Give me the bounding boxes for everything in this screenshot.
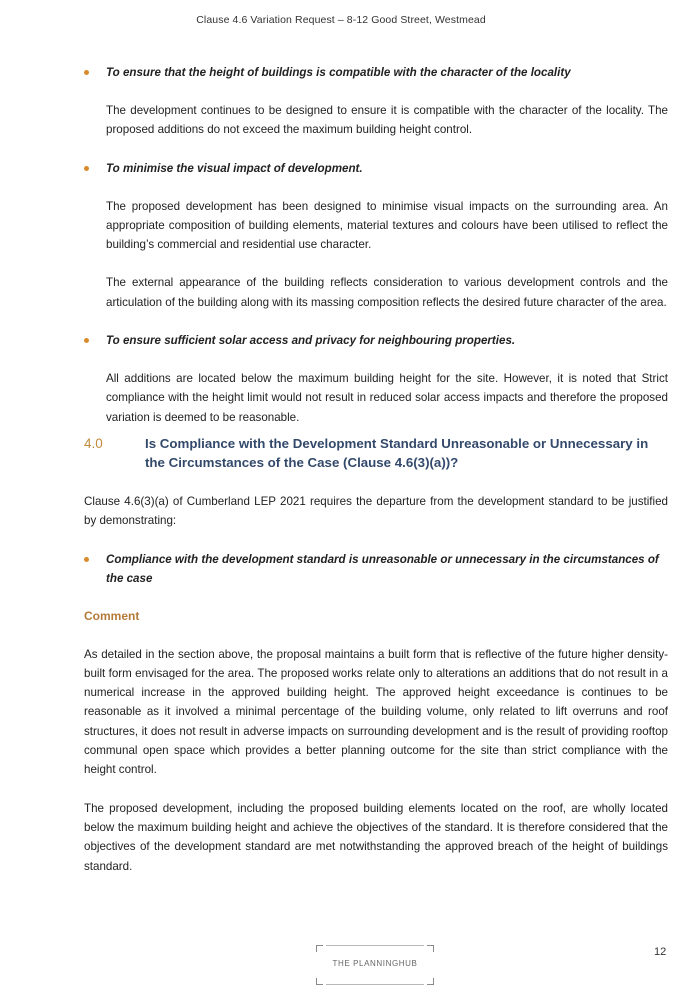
criterion-text: Compliance with the development standard is unreasonable or unnecessary in the circumstances of the case xyxy=(106,552,659,585)
comment-label: Comment xyxy=(84,608,140,623)
objective-bullet-height xyxy=(84,63,668,82)
section-heading xyxy=(84,434,668,473)
bullet-icon xyxy=(84,166,89,171)
planninghub-logo xyxy=(316,945,434,985)
objective-paragraph: The development continues to be designed to ensure it is compatible with the character of the locality. The proposed additions do not exceed the maximum building height control. xyxy=(106,104,668,137)
objective-heading: To ensure that the height of buildings is compatible with the character of the locality xyxy=(106,66,571,79)
comment-paragraph: As detailed in the section above, the proposal maintains a built form that is reflective of the future higher density-built form envisaged for the area. The proposed works relate only to alterations an additions that do not result in a numerical increase in the approved building height. The approved height exceedance is continues to be reasonable as it involved a minimal percentage of the building volume, only related to lift overruns and roof structures, it does not result in adverse impacts on surrounding development and is the result of providing rooftop communal open space which provides a better planning outcome for the site than strict compliance with the height control. xyxy=(84,647,668,777)
objective-bullet-visual xyxy=(84,159,668,178)
objective-paragraph: The external appearance of the building reflects consideration to various development controls and the articulation of the building along with its massing composition reflects the desired future character of the area. xyxy=(106,276,668,309)
comment-paragraph: The proposed development, including the proposed building elements located on the roof, are wholly located below the maximum building height and achieve the objectives of the standard. It is therefore considered that the objectives of the development standard are met notwithstanding the approved breach of the height of buildings standard. xyxy=(84,801,668,873)
objective-heading: To minimise the visual impact of development. xyxy=(106,161,363,175)
objective-paragraph: The proposed development has been designed to minimise visual impacts on the surrounding area. An appropriate composition of building elements, material textures and colours have been utilised to reflect the building’s commercial and residential use character. xyxy=(106,199,668,252)
bullet-icon xyxy=(84,70,89,75)
section-number: 4.0 xyxy=(84,435,103,451)
bullet-icon xyxy=(84,338,89,343)
objective-heading: To ensure sufficient solar access and privacy for neighbouring properties. xyxy=(106,334,516,348)
section-intro: Clause 4.6(3)(a) of Cumberland LEP 2021 requires the departure from the development standard to be justified by demonstrating: xyxy=(84,494,668,528)
section-title: Is Compliance with the Development Standard Unreasonable or Unnecessary in the Circumstances of the Case (Clause 4.6(3)(a))? xyxy=(145,435,649,471)
running-header: Clause 4.6 Variation Request – 8-12 Good Street, Westmead xyxy=(196,14,486,26)
objective-paragraph: All additions are located below the maximum building height for the site. However, it is noted that Strict compliance with the height limit would not result in reduced solar access impacts and therefore the proposed variation is deemed to be reasonable. xyxy=(106,372,668,424)
logo-text: THE PLANNINGHUB xyxy=(332,959,418,968)
bullet-icon xyxy=(84,557,89,562)
objective-bullet-solar xyxy=(84,331,668,350)
page-content xyxy=(84,63,668,876)
criterion-bullet xyxy=(84,550,668,588)
page-number: 12 xyxy=(654,946,667,958)
